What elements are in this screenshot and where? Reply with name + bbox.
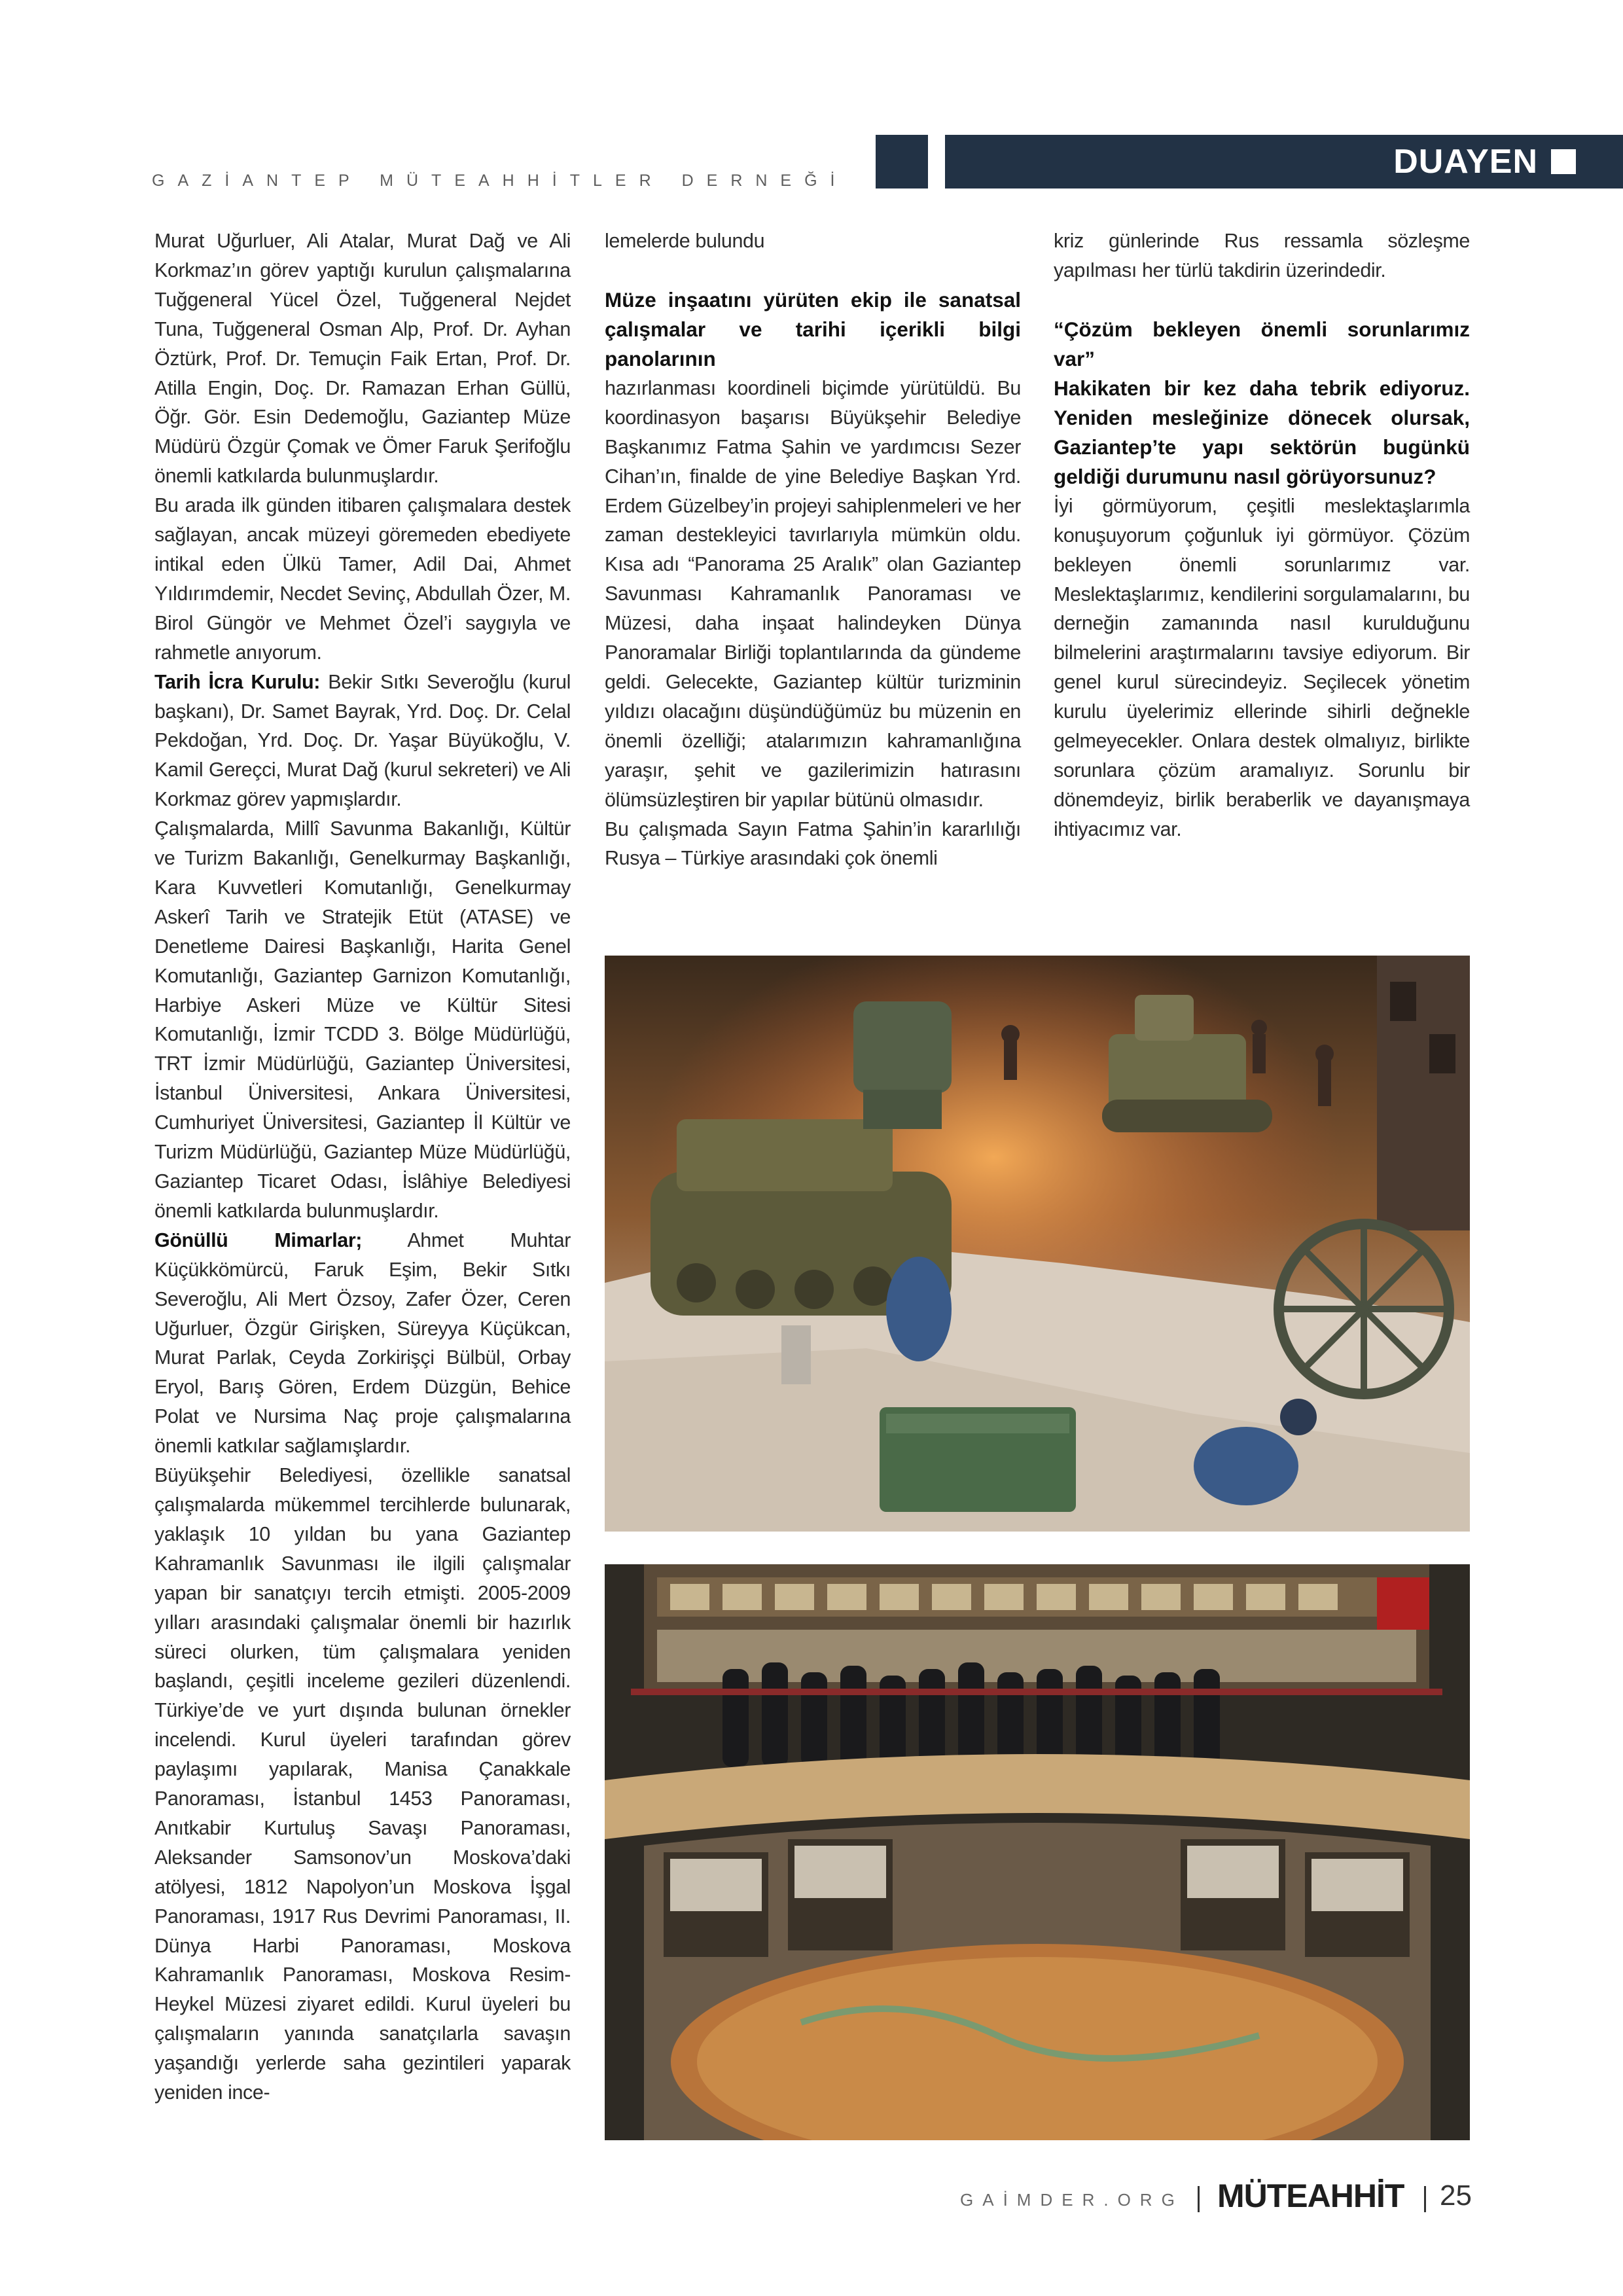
page-number: 25 [1440, 2179, 1472, 2212]
paragraph: kriz günlerinde Rus ressamla sözleşme yapılması her türlü takdirin üzerindedir. [1054, 230, 1470, 281]
paragraph: Büyükşehir Belediyesi, özellikle sanatsal çalışmalarda mükemmel tercihlerde bulunarak, yaklaşık 10 yıldan bu yana Gaziantep Kahramanlık Savunması ile ilgili çalışmalar yapan bir sanatçıyı tercih etmişti. 2005-2009 yılları arasındaki çalışmalar önemli bir hazırlık süreci olurken, tüm çalışmalara yeniden başlandı, çeşitli inceleme gezileri düzenlendi. Türkiye’de ve yurt dışında bulunan örnekler incelendi. Kurul üyeleri tarafından görev paylaşımı yapılarak, Manisa Çanakkale Panoraması, İstanbul 1453 Panoraması, Anıtkabir Kurtuluş Savaşı Panoraması, Aleksander Samsonov’un Moskova’daki atölyesi, 1812 Napolyon’un Moskova İşgal Panoraması, 1917 Rus Devrimi Panoraması, II. Dünya Harbi Panoraması, Moskova Kahramanlık Panoraması, Moskova Resim-Heykel Müzesi ziyaret edildi. Kurul üyeleri bu çalışmaların yanında sanatçılarla savaşın yaşandığı yerlerde saha gezintileri yaparak yeniden ince- [154, 1464, 571, 2104]
paragraph [154, 668, 571, 815]
paragraph: lemelerde bulundu [605, 230, 765, 252]
header-accent-block [876, 135, 928, 188]
section-title: DUAYEN [1393, 143, 1538, 181]
museum-interior-photo [605, 1564, 1470, 2140]
square-icon [1551, 149, 1576, 174]
subheading: Hakikaten bir kez daha tebrik ediyoruz. Yeniden mesleğinize dönecek olursak, Gaziantep’te yapı sektörün bugünkü geldiği durumunu nasıl görüyorsunuz? [1054, 376, 1470, 488]
paragraph [154, 1226, 571, 1461]
magazine-logo: MÜTEAHHİT [1217, 2178, 1404, 2214]
paragraph-spacer [605, 256, 1021, 285]
subheading: Müze inşaatını yürüten ekip ile sanatsal çalışmalar ve tarihi içerikli bilgi panolarının [605, 287, 1021, 370]
footer-website: GAİMDER.ORG [960, 2190, 1184, 2210]
subheading: “Çözüm bekleyen önemli sorunlarımız var” [1054, 317, 1470, 370]
lead-in-label: Tarih İcra Kurulu: [154, 670, 321, 693]
article-column-2 [605, 226, 1021, 873]
paragraph-text: Bekir Sıtkı Severoğlu (kurul başkanı), Dr. Samet Bayrak, Yrd. Doç. Dr. Celal Pekdoğan, Yrd. Doç. Dr. Yaşar Büyükoğlu, V. Kamil Gereçci, Murat Dağ (kurul sekreteri) ve Ali Korkmaz görev yapmışlardır. [154, 670, 571, 811]
paragraph: Murat Uğurluer, Ali Atalar, Murat Dağ ve Ali Korkmaz’ın görev yaptığı kurulun çalışmalarına Tuğgeneral Yücel Özel, Tuğgeneral Nejdet Tuna, Tuğgeneral Osman Alp, Prof. Dr. Ayhan Öztürk, Prof. Dr. Temuçin Faik Ertan, Prof. Dr. Atilla Engin, Doç. Dr. Ramazan Erhan Güllü, Öğr. Gör. Esin Dedemoğlu, Gaziantep Müze Müdürü Özgür Çomak ve Ömer Faruk Şerifoğlu önemli katkılarda bulunmuşlardır. [154, 230, 571, 488]
paragraph: Bu arada ilk günden itibaren çalışmalara destek sağlayan, ancak müzeyi göremeden ebediyete intikal eden Ülkü Tamer, Adil Dai, Ahmet Yıldırımdemir, Necdet Sevinç, Abdullah Özer, M. Birol Güngör ve Mehmet Özel’i saygıyla ve rahmetle anıyorum. [154, 494, 571, 664]
paragraph: Çalışmalarda, Millî Savunma Bakanlığı, Kültür ve Turizm Bakanlığı, Genelkurmay Başkanlığı, Kara Kuvvetleri Komutanlığı, Genelkurmay Askerî Tarih ve Stratejik Etüt (ATASE) ve Denetleme Dairesi Başkanlığı, Harita Genel Komutanlığı, Gaziantep Garnizon Komutanlığı, Harbiye Askeri Müze ve Kültür Sitesi Komutanlığı, İzmir TCDD 3. Bölge Müdürlüğü, TRT İzmir Müdürlüğü, Gaziantep Üniversitesi, İstanbul Üniversitesi, Ankara Üniversitesi, Cumhuriyet Üniversitesi, Gaziantep İl Kültür ve Turizm Müdürlüğü, Gaziantep Müze Müdürlüğü, Gaziantep Ticaret Odası, İslâhiye Belediyesi önemli katkılarda bulunmuşlardır. [154, 817, 571, 1222]
organization-name: GAZİANTEP MÜTEAHHİTLER DERNEĞİ [152, 171, 848, 190]
article-column-3 [1054, 226, 1470, 844]
footer-divider [1424, 2186, 1426, 2212]
article-column-1 [154, 226, 571, 2108]
paragraph: Bu çalışmada Sayın Fatma Şahin’in kararlılığı Rusya – Türkiye arasındaki çok önemli [605, 817, 1021, 870]
paragraph: hazırlanması koordineli biçimde yürütüldü. Bu koordinasyon başarısı Büyükşehir Belediye Başkanımız Fatma Şahin ve yardımcısı Sezer Cihan’ın, finalde de yine Belediye Başkan Yrd. Erdem Güzelbey’in projeyi sahiplenmeleri ve her zaman destekleyici tavırlarıyla mümkün oldu. Kısa adı “Panorama 25 Aralık” olan Gaziantep Savunması Kahramanlık Panoraması ve Müzesi, daha inşaat halindeyken Dünya Panoramalar Birliği toplantılarında da gündeme geldi. Gelecekte, Gaziantep kültür turizminin yıldızı olacağını düşündüğümüz bu müzenin en önemli özelliği; atalarımızın kahramanlığına yaraşır, şehit ve gazilerimizin hatırasını ölümsüzleştiren bir yapılar bütünü olmasıdır. [605, 376, 1021, 811]
footer-divider [1198, 2186, 1200, 2212]
section-tag [1393, 135, 1576, 188]
paragraph-text: Ahmet Muhtar Küçükkömürcü, Faruk Eşim, Bekir Sıtkı Severoğlu, Ali Mert Özsoy, Zafer Özer, Ceren Uğurluer, Özgür Girişken, Süreyya Küçükcan, Murat Parlak, Ceyda Zorkirişçi Bülbül, Orbay Eryol, Barış Gören, Erdem Düzgün, Behice Polat ve Nursima Naç proje çalışmalarına önemli katkılar sağlamışlardır. [154, 1229, 571, 1458]
panorama-diorama-photo [605, 956, 1470, 1532]
paragraph: İyi görmüyorum, çeşitli meslektaşlarımla konuşuyorum çoğunluk iyi görmüyor. Çözüm bekleyen önemli sorunlarımız var. Meslektaşlarımız, kendilerini sorgulamalarını, bu derneğin zamanında nasıl kurulduğunu bilmelerini araştırmalarını tavsiye ediyorum. Bir genel kurul sürecindeyiz. Seçilecek yönetim kurulu üyelerimiz ellerinde sihirli değnekle gelmeyecekler. Onlara destek olmalıyız, birlikte sorunlara çözüm aramalıyız. Sorunlu bir dönemdeyiz, birlik beraberlik ve dayanışmaya ihtiyacımız var. [1054, 494, 1470, 840]
lead-in-label: Gönüllü Mimarlar; [154, 1229, 363, 1251]
paragraph-spacer [1054, 285, 1470, 315]
